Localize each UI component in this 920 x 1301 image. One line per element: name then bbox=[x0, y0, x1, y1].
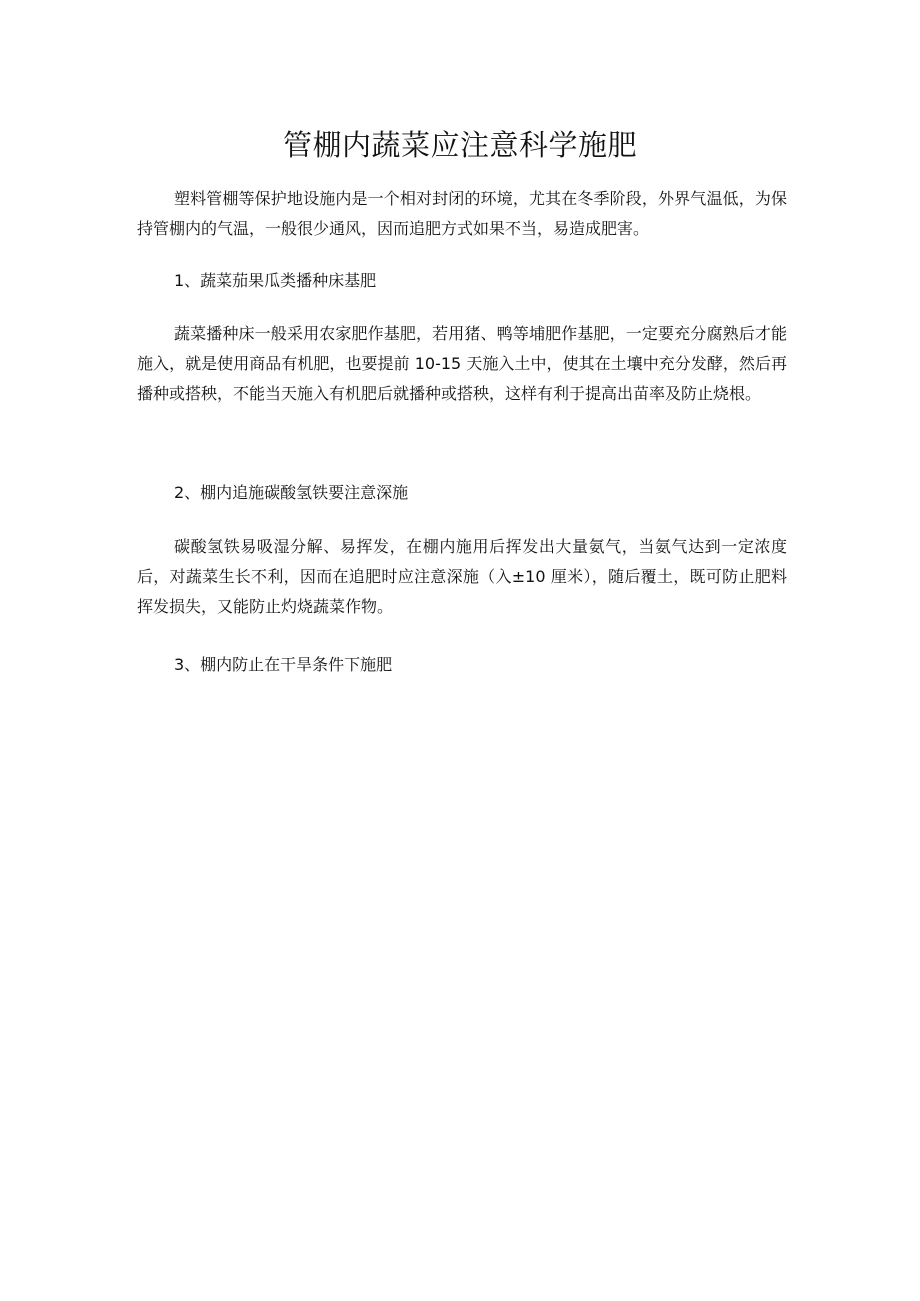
section-2-heading: 2、棚内追施碳酸氢铁要注意深施 bbox=[174, 483, 409, 502]
section-1-heading: 1、蔬菜茄果瓜类播种床基肥 bbox=[174, 271, 377, 290]
section-2-body: 碳酸氢铁易吸湿分解、易挥发，在棚内施用后挥发出大量氨气，当氨气达到一定浓度后，对蔬菜生长不利，因而在追肥时应注意深施（入±10 厘米），随后覆土，既可防止肥料挥发损失，又能防止灼烧蔬菜作物。 bbox=[137, 537, 787, 616]
intro-paragraph: 塑料管棚等保护地设施内是一个相对封闭的环境，尤其在冬季阶段，外界气温低，为保持管棚内的气温，一般很少通风，因而追肥方式如果不当，易造成肥害。 bbox=[137, 189, 787, 238]
document-title: 管棚内蔬菜应注意科学施肥 bbox=[282, 128, 637, 162]
section-1-body: 蔬菜播种床一般采用农家肥作基肥，若用猪、鸭等埔肥作基肥，一定要充分腐熟后才能施入，就是使用商品有机肥，也要提前 10-15 天施入土中，使其在土壤中充分发酵，然后再播种或搭秧，不能当天施入有机肥后就播种或搭秧，这样有利于提高出苗率及防止烧根。 bbox=[137, 324, 787, 403]
section-3-heading: 3、棚内防止在干旱条件下施肥 bbox=[174, 655, 393, 674]
